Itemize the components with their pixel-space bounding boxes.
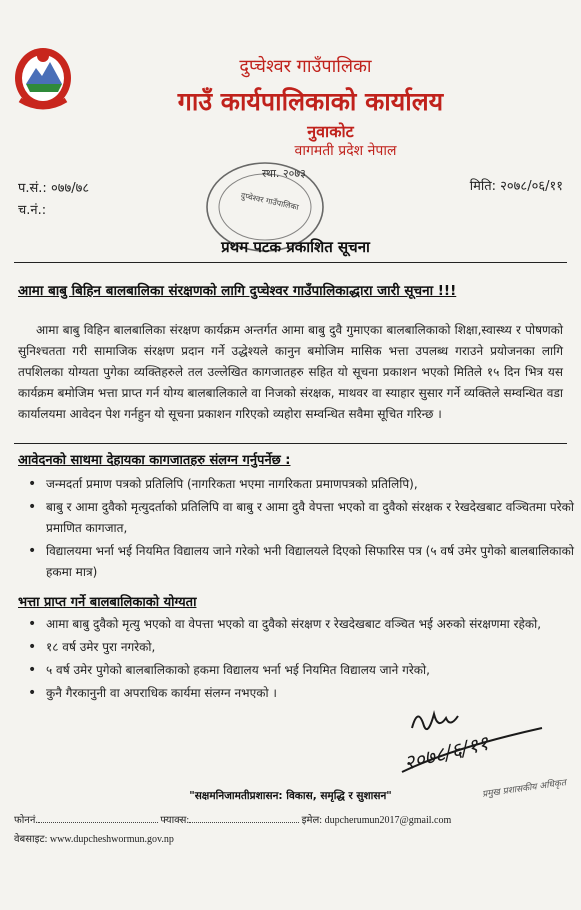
signatory-note: प्रमुख प्रशासकीय अधिकृत — [481, 778, 567, 800]
signature-date: २०७८/६/११ — [401, 730, 491, 775]
notice-title: प्रथम पटक प्रकाशित सूचना — [221, 238, 370, 256]
office-name: गाउँ कार्यपालिकाको कार्यालय — [177, 87, 444, 116]
phone-label: फोननं. — [14, 815, 38, 826]
eligibility-list — [18, 614, 581, 706]
reference-number: प.सं.: ०७७/७८ — [18, 181, 90, 196]
list-item: • बाबु र आमा दुवैको मृत्युदर्ताको प्रतिलिपि वा बाबु र आमा दुवै वेपत्ता भएको वा दुवैको संरक्षक र रेखदेखबाट वञ्चितमा परेको प्रमाणित कागजात, — [46, 497, 581, 539]
list-item: • आमा बाबु दुवैको मृत्यु भएको वा वेपत्ता भएको वा दुवैको संरक्षण र रेखदेखबाट वञ्चित भई अरुको संरक्षणमा रहेको, — [46, 614, 581, 635]
list-item: • जन्मदर्ता प्रमाण पत्रको प्रतिलिपि (नागरिकता भएमा नागरिकता प्रमाणपत्रको प्रतिलिपि), — [46, 474, 581, 495]
province-name: वागमती प्रदेश नेपाल — [294, 143, 397, 159]
list-item: • कुनै गैरकानुनी वा अपराधिक कार्यमा संलग्न नभएको । — [46, 683, 581, 704]
dispatch-number: च.नं.: — [18, 203, 47, 218]
footer-contact — [14, 812, 451, 826]
email-label: इमेल: — [301, 815, 323, 826]
notice-body: आमा बाबु विहिन बालबालिका संरक्षण कार्यक्रम अन्तर्गत आमा बाबु दुवै गुमाएका बालबालिकाको शिक्षा,स्वास्थ्य र पोषणको सुनिश्चतता गरी सामाजिक संरक्षण प्रदान गर्ने उद्धेश्यले कानुन बमोजिम मासिक भत्ता उपलब्ध गराउने प्रयोजनका लागि तपशिलका योग्यता पुगेका व्यक्तिहरुले तल उल्लेखित कागजातहरु सहित यो सूचना प्रकाशन भएको मितिले १५ दिन भित्र यस कार्यक्रम बमोजिम भत्ता प्राप्त गर्न योग्य बालबालिकाले वा निजको संरक्षक, माथवर वा स्याहार सुसार गर्ने व्यक्तिले सम्वन्धित वडा कार्यालयमा आवेदन पेश गर्नहुन यो सूचना प्रकाशन गरिएको व्यहोरा सम्वन्धित सवैमा सूचित गरिन्छ । — [18, 323, 563, 421]
divider-line — [14, 443, 567, 444]
list-item: • विद्यालयमा भर्ना भई नियमित विद्यालय जाने गरेको भनी विद्यालयले दिएको सिफारिस पत्र (५ वर्ष उमेर पुगेको बालबालिकाको हकमा मात्र) — [46, 541, 581, 583]
notice-subject: आमा बाबु बिहिन बालबालिका संरक्षणको लागि दुप्चेश्वर गाउँपालिकाद्धारा जारी सूचना !!! — [18, 283, 457, 299]
eligibility-heading: भत्ता प्राप्त गर्ने बालबालिकाको योग्यता — [18, 595, 197, 610]
list-item: • १८ वर्ष उमेर पुरा नगरेको, — [46, 637, 581, 658]
divider-line — [14, 262, 567, 263]
stamp-est-text: स्था. २०७३ — [262, 167, 306, 180]
email-link[interactable]: dupcherumun2017@gmail.com — [324, 815, 452, 826]
documents-list — [18, 474, 581, 585]
website-label: वेबसाइट: — [14, 834, 48, 845]
signature-icon — [392, 700, 552, 790]
fax-label: फ्याक्स: — [160, 815, 190, 826]
footer-website — [14, 831, 174, 845]
district-name: नुवाकोट — [307, 122, 354, 141]
municipality-name: दुप्चेश्वर गाउँपालिका — [239, 56, 372, 77]
list-item: • ५ वर्ष उमेर पुगेको बालबालिकाको हकमा विद्यालय भर्ना भई नियमित विद्यालय जाने गरेको, — [46, 660, 581, 681]
website-link[interactable]: www.dupcheshwormun.gov.np — [49, 834, 174, 845]
office-slogan: "सक्षमनिजामतीप्रशासन: विकास, समृद्धि र सुशासन" — [189, 790, 392, 802]
notice-date: मिति: २०७८/०६/११ — [469, 179, 563, 194]
stamp-inner-text: दुप्चेश्वर गाउँपालिका — [240, 190, 300, 212]
documents-heading: आवेदनको साथमा देहायका कागजातहरु संलग्न गर्नुपर्नेछ : — [18, 453, 291, 468]
